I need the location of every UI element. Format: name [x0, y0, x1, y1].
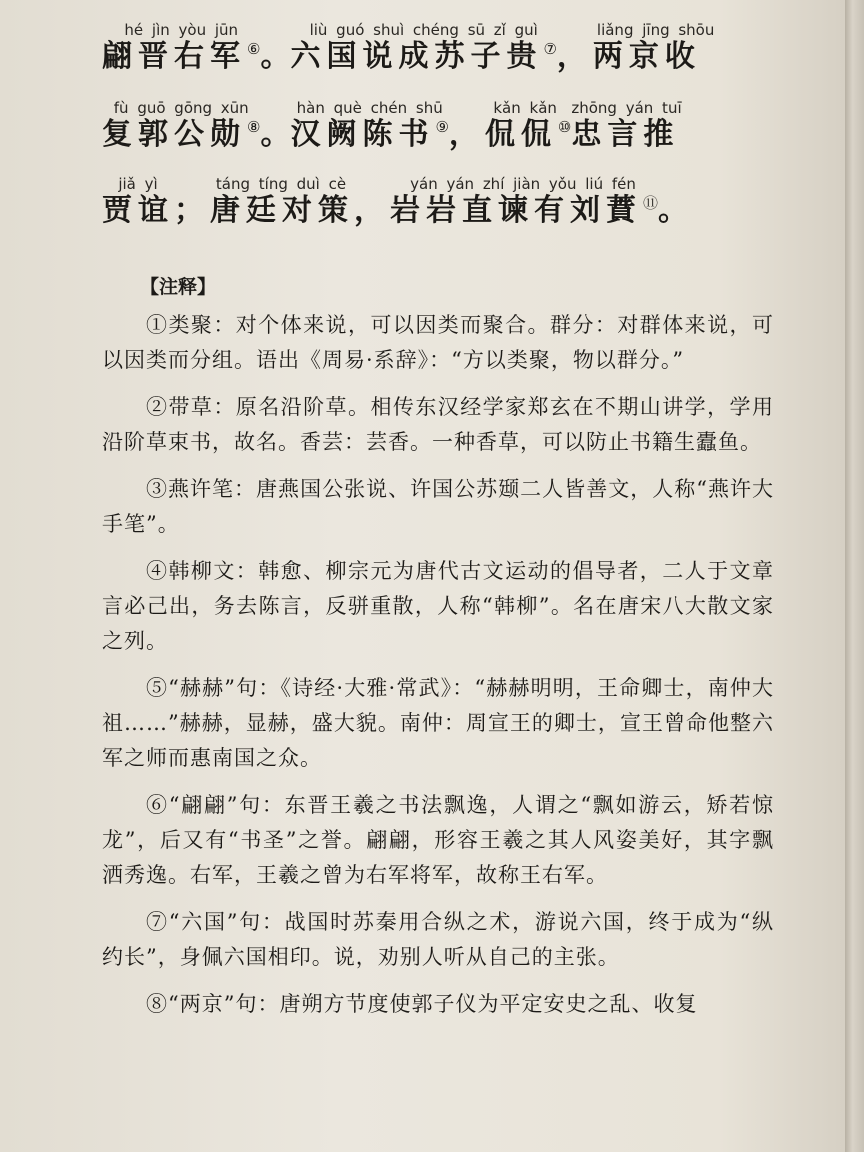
notes-body: [102, 308, 774, 1034]
verse-segment: yán yán zhí jiàn yǒu liú fén ，岩岩直谏有刘蕡⑪: [354, 175, 659, 228]
notes-heading: 【注释】: [140, 276, 217, 298]
note-item: ①类聚：对个体来说，可以因类而聚合。群分：对群体来说，可以因类而分组。语出《周易·系辞》：“方以类聚，物以群分。”: [102, 313, 774, 372]
verse-segment: hàn què chén shū 汉阙陈书⑨: [290, 99, 449, 152]
verse-segment: hé jìn yòu jūn 翩晋右军⑥: [102, 21, 261, 74]
verse-segment: zhōng yán tuī 忠言推: [571, 99, 682, 152]
verse-line-1: hé jìn yòu jūn 翩晋右军⑥。 liù guó shuì chéng sū zǐ guì 六国说成苏子贵⑦ liǎng jīng shōu ，两京收: [102, 21, 715, 74]
verse-line-3: jiǎ yì 贾谊 táng tíng duì cè ；唐廷对策 yán yán zhí jiàn yǒu liú fén ，岩岩直谏有刘蕡⑪。: [102, 175, 689, 228]
verse-segment: fù guō gōng xūn 复郭公勋⑧: [102, 99, 261, 152]
note-item: ④韩柳文：韩愈、柳宗元为唐代古文运动的倡导者，二人于文章言必己出，务去陈言，反骈重散，人称“韩柳”。名在唐宋八大散文家之列。: [102, 559, 774, 653]
note-item: ②带草：原名沿阶草。相传东汉经学家郑玄在不期山讲学，学用沿阶草束书，故名。香芸：芸香。一种香草，可以防止书籍生蠹鱼。: [102, 395, 774, 454]
verse-segment: liǎng jīng shōu ，两京收: [556, 21, 715, 74]
verse-segment: liù guó shuì chéng sū zǐ guì 六国说成苏子贵⑦: [290, 21, 557, 74]
verse-line-2: fù guō gōng xūn 复郭公勋⑧。 hàn què chén shū 汉阙陈书⑨ kǎn kǎn ，侃侃⑩ zhōng yán tuī 忠言推: [102, 99, 682, 152]
note-item: ③燕许笔：唐燕国公张说、许国公苏颋二人皆善文，人称“燕许大手笔”。: [102, 477, 774, 536]
note-item: ⑦“六国”句：战国时苏秦用合纵之术，游说六国，终于成为“纵约长”，身佩六国相印。说，劝别人听从自己的主张。: [102, 910, 774, 969]
verse-segment: jiǎ yì 贾谊: [102, 175, 174, 228]
note-item: ⑤“赫赫”句：《诗经·大雅·常武》：“赫赫明明，王命卿士，南仲大祖……”赫赫，显赫，盛大貌。南仲：周宣王的卿士，宣王曾命他整六军之师而惠南国之众。: [102, 676, 774, 770]
verse-segment: táng tíng duì cè ；唐廷对策: [174, 175, 354, 228]
page-edge: [845, 0, 864, 1152]
note-item: ⑥“翩翩”句：东晋王羲之书法飘逸，人谓之“飘如游云，矫若惊龙”，后又有“书圣”之誉。翩翩，形容王羲之其人风姿美好，其字飘洒秀逸。右军，王羲之曾为右军将军，故称王右军。: [102, 793, 774, 887]
verse-segment: kǎn kǎn ，侃侃⑩: [448, 99, 572, 152]
note-item: ⑧“两京”句：唐朔方节度使郭子仪为平定安史之乱、收复: [146, 992, 698, 1016]
